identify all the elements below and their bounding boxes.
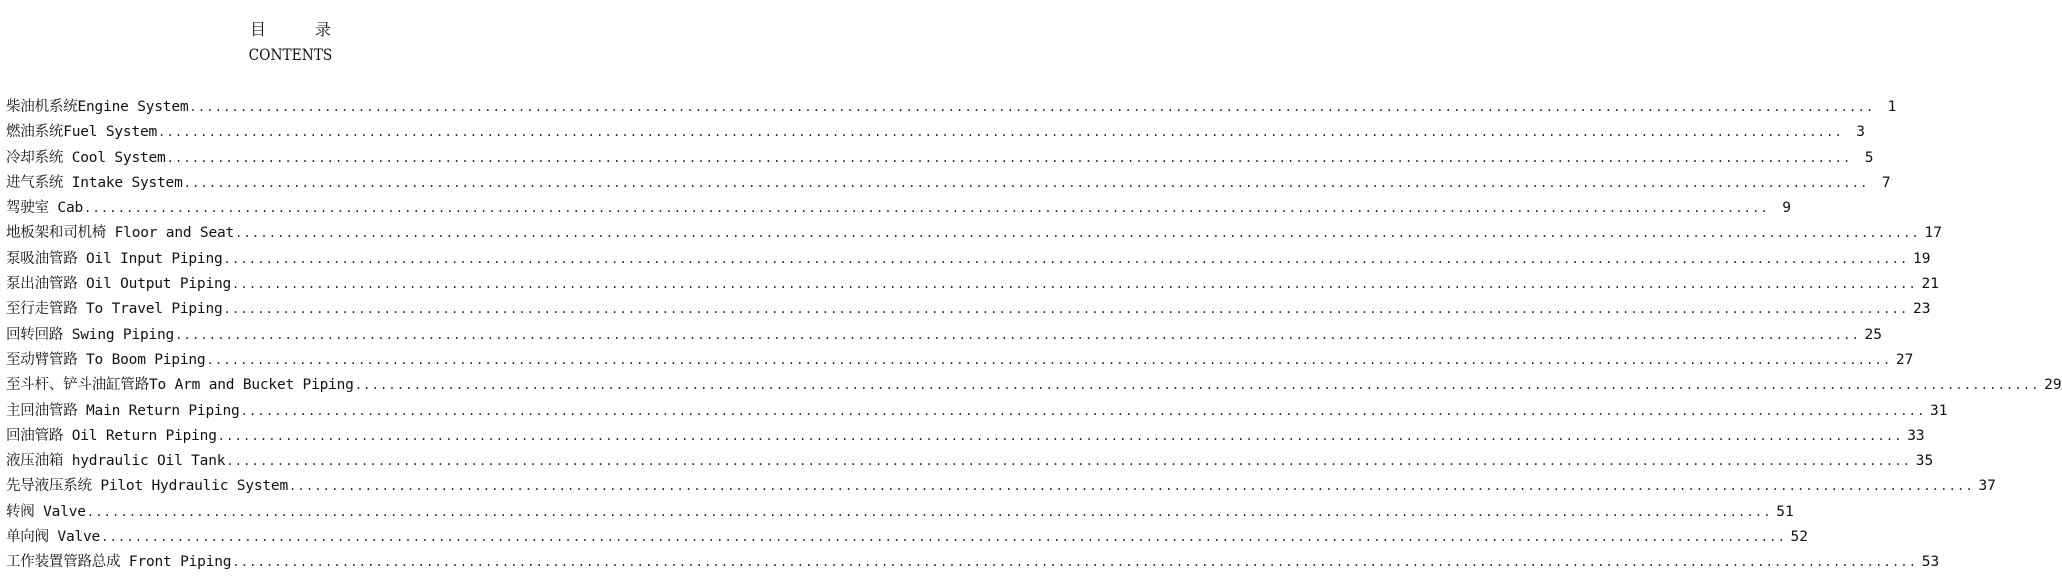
toc-entry-label: 工作装置管路总成 Front Piping	[6, 554, 232, 571]
dot-leader: ........................................................................................................................................................................................................	[183, 175, 1869, 190]
toc-entry[interactable]	[6, 196, 1791, 221]
toc-entry-label: 回转回路 Swing Piping	[6, 326, 175, 343]
toc-entry[interactable]	[6, 424, 1925, 449]
toc-entry[interactable]	[6, 247, 1931, 272]
toc-entry-page-number: 33	[1907, 427, 1925, 444]
dot-leader: ........................................................................................................................................................................................................	[189, 100, 1875, 114]
dot-leader: ........................................................................................................................................................................................................	[84, 201, 1769, 216]
dot-leader: ........................................................................................................................................................................................................	[235, 226, 1920, 241]
toc-entry-page-number: 23	[1912, 301, 1931, 318]
dot-leader: ........................................................................................................................................................................................................	[232, 555, 1918, 570]
toc-entry-page-number: 7	[1881, 174, 1891, 191]
toc-entry-label: 燃油系统Fuel System	[6, 124, 158, 141]
toc-entry[interactable]	[6, 474, 1996, 499]
toc-entry-label: 主回油管路 Main Return Piping	[6, 402, 240, 419]
dot-leader: ........................................................................................................................................................................................................	[206, 352, 1892, 367]
toc-entry[interactable]	[6, 348, 1914, 373]
toc-entry-page-number: 51	[1776, 503, 1794, 520]
toc-entry-label: 至行走管路 To Travel Piping	[6, 301, 223, 318]
dot-leader: ........................................................................................................................................................................................................	[288, 479, 1974, 494]
dot-leader: ........................................................................................................................................................................................................	[240, 403, 1926, 418]
toc-entry-label: 单向阀 Valve	[6, 529, 101, 546]
toc-entry-label: 先导液压系统 Pilot Hydraulic System	[6, 478, 288, 495]
toc-entry-page-number: 37	[1978, 478, 1996, 495]
toc-entry-label: 泵吸油管路 Oil Input Piping	[6, 250, 223, 267]
contents-title-chinese: 目 录	[249, 20, 354, 39]
toc-entry-page-number: 1	[1887, 99, 1897, 115]
contents-title-english: CONTENTS	[248, 45, 333, 64]
toc-entry-page-number: 9	[1782, 200, 1791, 217]
toc-entry-label: 至斗杆、铲斗油缸管路To Arm and Bucket Piping	[6, 377, 354, 394]
toc-entry-page-number: 29	[2044, 377, 2062, 394]
dot-leader: ........................................................................................................................................................................................................	[158, 125, 1843, 140]
toc-entry-label: 进气系统 Intake System	[6, 174, 183, 191]
toc-entry[interactable]	[6, 525, 1809, 550]
toc-entry-label: 冷却系统 Cool System	[6, 149, 166, 166]
toc-entry-page-number: 19	[1912, 250, 1931, 267]
toc-entry-page-number: 21	[1921, 276, 1939, 293]
dot-leader: ........................................................................................................................................................................................................	[226, 454, 1912, 469]
toc-entry-page-number: 3	[1856, 124, 1865, 141]
toc-entry-label: 驾驶室 Cab	[6, 200, 84, 217]
toc-entry-label: 转阀 Valve	[6, 503, 86, 520]
toc-entry-page-number: 53	[1921, 554, 1940, 571]
toc-entry-page-number: 17	[1924, 225, 1942, 242]
dot-leader: ........................................................................................................................................................................................................	[175, 327, 1861, 342]
toc-entry[interactable]	[6, 550, 1940, 575]
toc-entry[interactable]	[6, 171, 1891, 196]
toc-entry[interactable]	[6, 297, 1931, 322]
toc-entry-page-number: 25	[1864, 326, 1883, 343]
toc-entry[interactable]	[6, 221, 1942, 246]
dot-leader: ........................................................................................................................................................................................................	[166, 150, 1852, 165]
toc-entry[interactable]	[6, 449, 1934, 474]
dot-leader: ........................................................................................................................................................................................................	[232, 277, 1917, 292]
toc-entry-label: 地板架和司机椅 Floor and Seat	[6, 225, 235, 242]
toc-entry[interactable]	[6, 373, 2062, 398]
toc-entry-page-number: 5	[1864, 149, 1874, 166]
toc-entry[interactable]	[6, 323, 1883, 348]
dot-leader: ........................................................................................................................................................................................................	[223, 251, 1909, 266]
toc-entry[interactable]	[6, 146, 1874, 171]
toc-entry[interactable]	[6, 95, 1897, 120]
toc-entry-label: 泵出油管路 Oil Output Piping	[6, 276, 232, 293]
toc-entry-label: 回油管路 Oil Return Piping	[6, 427, 217, 444]
toc-entry-label: 液压油箱 hydraulic Oil Tank	[6, 453, 226, 470]
toc-entry-page-number: 27	[1895, 351, 1914, 368]
table-of-contents	[6, 95, 2062, 576]
toc-entry-label: 至动臂管路 To Boom Piping	[6, 351, 206, 368]
toc-entry-page-number: 31	[1930, 402, 1948, 419]
dot-leader: ........................................................................................................................................................................................................	[101, 530, 1787, 545]
toc-entry[interactable]	[6, 399, 1948, 424]
dot-leader: ........................................................................................................................................................................................................	[354, 378, 2040, 393]
dot-leader: ........................................................................................................................................................................................................	[223, 302, 1909, 317]
dot-leader: ........................................................................................................................................................................................................	[86, 504, 1772, 519]
toc-entry[interactable]	[6, 500, 1794, 525]
toc-entry-label: 柴油机系统Engine System	[6, 99, 189, 115]
toc-entry-page-number: 35	[1915, 453, 1934, 470]
toc-entry[interactable]	[6, 120, 1865, 145]
toc-entry[interactable]	[6, 272, 1939, 297]
dot-leader: ........................................................................................................................................................................................................	[217, 428, 1903, 443]
toc-entry-page-number: 52	[1790, 529, 1809, 546]
